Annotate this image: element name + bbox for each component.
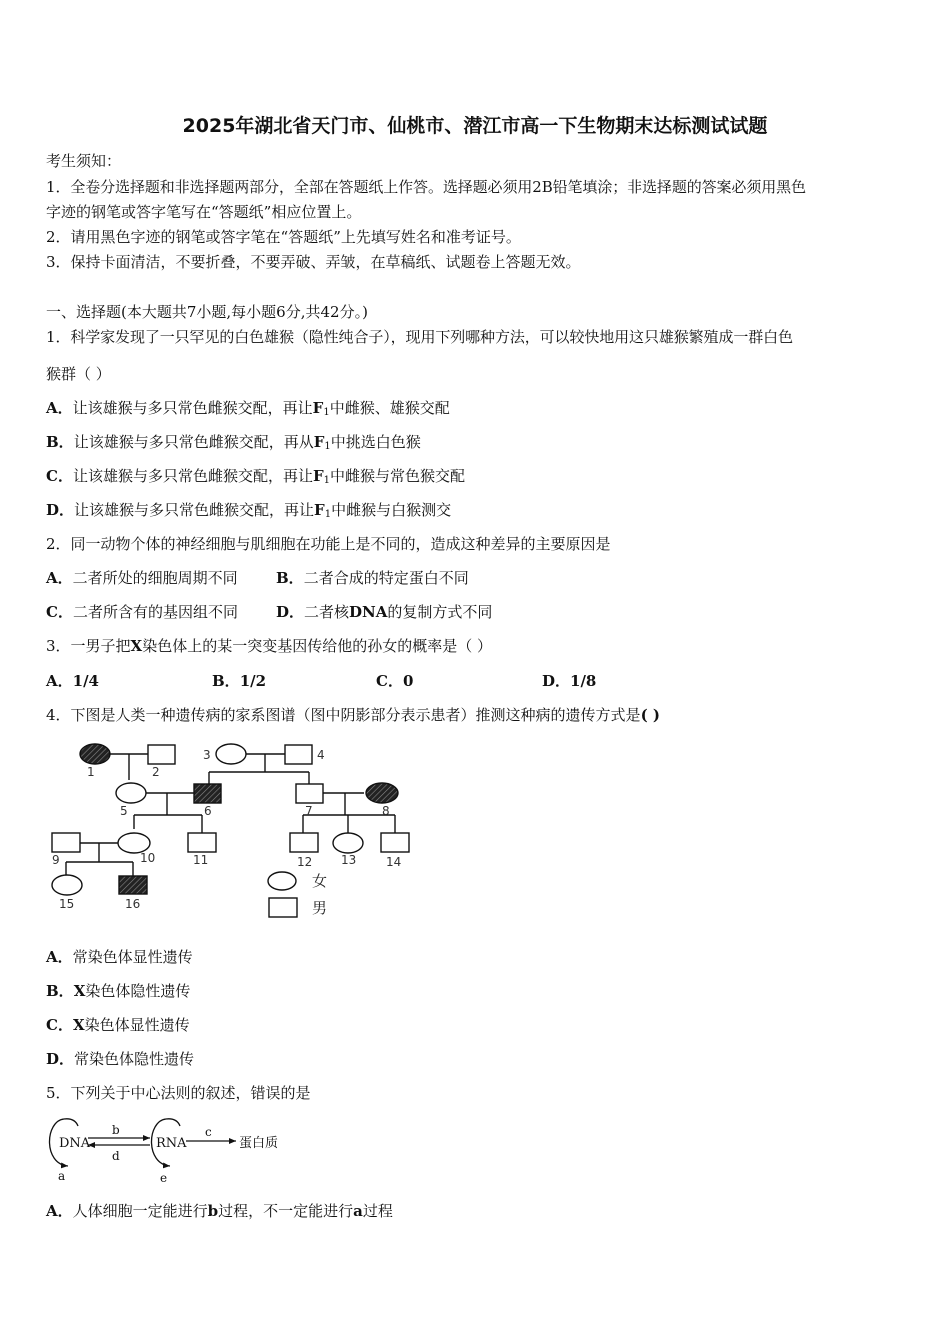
- q4-option-c-label: C．: [46, 1016, 73, 1034]
- q2-option-d-text: 二者核: [304, 603, 350, 621]
- notice-heading: 考生须知：: [46, 152, 122, 170]
- q5-option-a-text: 人体细胞一定能进行: [72, 1202, 208, 1220]
- process-e-label: e: [160, 1171, 168, 1185]
- process-b-label: b: [112, 1123, 120, 1137]
- pedigree-label-13: 13: [341, 853, 357, 867]
- pedigree-label-5: 5: [120, 804, 128, 818]
- pedigree-label-8: 8: [382, 804, 390, 818]
- q1-option-d-label: D．: [46, 501, 75, 519]
- q1-option-a-tail: 中雌猴、雄猴交配: [329, 399, 450, 417]
- q2-option-d-tail: 的复制方式不同: [387, 603, 493, 621]
- pedigree-label-7: 7: [305, 804, 313, 818]
- q3-stem-post: 染色体上的某一突变基因传给他的孙女的概率是（ ）: [142, 637, 492, 655]
- q3-option-d-label: D．: [542, 672, 571, 690]
- q1-option-a-text: 让该雄猴与多只常色雌猴交配，再让: [72, 399, 313, 417]
- q3-option-b-value: 1/2: [239, 672, 267, 690]
- q4-option-d-label: D．: [46, 1050, 75, 1068]
- pedigree-label-12: 12: [297, 855, 313, 869]
- notice-item-1-line-2: 字迹的钢笔或答字笔写在“答题纸”相应位置上。: [46, 203, 362, 221]
- q3-option-c-value: 0: [402, 672, 414, 690]
- protein-label: 蛋白质: [239, 1136, 279, 1151]
- q1-option-b-sub: 1: [324, 441, 331, 452]
- q4-option-c-x: X: [72, 1016, 85, 1034]
- q3-option-d-value: 1/8: [570, 672, 597, 690]
- q1-option-b-tail: 中挑选白色猴: [330, 433, 421, 451]
- q1-option-b-f: F: [313, 433, 325, 451]
- pedigree-label-9: 9: [52, 853, 60, 867]
- pedigree-label-14: 14: [386, 855, 402, 869]
- q3-stem-pre: 3．一男子把: [46, 637, 131, 655]
- q4-option-d-text: 常染色体隐性遗传: [74, 1050, 195, 1068]
- q1-option-a-f: F: [312, 399, 324, 417]
- notice-item-2: 2．请用黑色字迹的钢笔或答字笔在“答题纸”上先填写姓名和准考证号。: [46, 228, 521, 246]
- q1-option-c-label: C．: [46, 467, 73, 485]
- q5-option-a-b: b: [207, 1202, 219, 1220]
- rna-label: RNA: [156, 1136, 187, 1151]
- process-d-label: d: [112, 1149, 120, 1163]
- q1-option-b-text: 让该雄猴与多只常色雌猴交配，再从: [73, 433, 314, 451]
- q1-option-b-label: B．: [46, 433, 74, 451]
- dna-label: DNA: [59, 1136, 91, 1151]
- q4-option-b-label: B．: [46, 982, 74, 1000]
- q2-option-d-dna: DNA: [349, 603, 388, 621]
- q5-option-a-mid: 过程，不一定能进行: [218, 1202, 354, 1220]
- q5-option-a-label: A．: [46, 1202, 73, 1220]
- q1-option-a-sub: 1: [323, 407, 330, 418]
- q5-stem: 5．下列关于中心法则的叙述，错误的是: [46, 1084, 311, 1102]
- q3-stem-x: X: [130, 637, 143, 655]
- pedigree-label-3: 3: [203, 748, 211, 762]
- pedigree-label-4: 4: [317, 748, 325, 762]
- q3-option-a-label: A．: [46, 672, 73, 690]
- q4-option-b-x: X: [73, 982, 86, 1000]
- q1-stem-line-2: 猴群（ ）: [46, 365, 111, 383]
- q1-option-d-f: F: [314, 501, 325, 519]
- q3-option-b-label: B．: [212, 672, 240, 690]
- q1-option-d-tail: 中雌猴与白猴测交: [331, 501, 452, 519]
- pedigree-label-10: 10: [140, 851, 156, 865]
- exam-title: 2025年湖北省天门市、仙桃市、潜江市高一下生物期末达标测试试题: [182, 115, 768, 137]
- q1-option-c-sub: 1: [323, 475, 330, 486]
- pedigree-label-2: 2: [152, 765, 160, 779]
- legend-female-label: 女: [312, 872, 328, 890]
- pedigree-label-6: 6: [204, 804, 212, 818]
- q2-option-d-label: D．: [276, 603, 305, 621]
- q4-option-a-text: 常染色体显性遗传: [72, 948, 193, 966]
- q5-option-a-tail: 过程: [362, 1202, 393, 1220]
- legend-male-label: 男: [312, 899, 328, 917]
- pedigree-label-1: 1: [87, 765, 95, 779]
- q3-option-c-label: C．: [376, 672, 403, 690]
- q1-stem-line-1: 1．科学家发现了一只罕见的白色雄猴（隐性纯合子），现用下列哪种方法，可以较快地用这只雄猴繁殖成一群白色: [46, 328, 793, 346]
- q1-option-d-text: 让该雄猴与多只常色雌猴交配，再让: [74, 501, 315, 519]
- pedigree-label-16: 16: [125, 897, 141, 911]
- q1-option-c-text: 让该雄猴与多只常色雌猴交配，再让: [72, 467, 313, 485]
- q4-option-c-text: 染色体显性遗传: [84, 1016, 190, 1034]
- notice-item-3: 3．保持卡面清洁，不要折叠，不要弄破、弄皱，在草稿纸、试题卷上答题无效。: [46, 253, 581, 271]
- q4-option-b-text: 染色体隐性遗传: [85, 982, 191, 1000]
- q1-option-d-sub: 1: [324, 509, 332, 520]
- q2-option-c-text: 二者所含有的基因组不同: [72, 603, 238, 621]
- q2-option-b-text: 二者合成的特定蛋白不同: [303, 569, 469, 587]
- q4-stem-paren: ( ): [640, 706, 660, 724]
- q1-option-c-tail: 中雌猴与常色猴交配: [330, 467, 466, 485]
- q1-option-c-f: F: [312, 467, 324, 485]
- q2-option-c-label: C．: [46, 603, 73, 621]
- q5-option-a-a: a: [353, 1202, 363, 1220]
- process-c-label: c: [205, 1125, 212, 1139]
- process-a-label: a: [58, 1169, 66, 1183]
- q1-option-a-label: A．: [46, 399, 73, 417]
- q2-option-b-label: B．: [276, 569, 304, 587]
- q2-option-a-label: A．: [46, 569, 73, 587]
- q3-option-a-value: 1/4: [72, 672, 99, 690]
- pedigree-label-15: 15: [59, 897, 75, 911]
- q2-stem: 2．同一动物个体的神经细胞与肌细胞在功能上是不同的，造成这种差异的主要原因是: [46, 535, 611, 553]
- q4-option-a-label: A．: [46, 948, 73, 966]
- pedigree-label-11: 11: [193, 853, 209, 867]
- q5-option-a[interactable]: [46, 1201, 393, 1221]
- q2-option-a-text: 二者所处的细胞周期不同: [72, 569, 238, 587]
- notice-item-1-line-1: 1．全卷分选择题和非选择题两部分，全部在答题纸上作答。选择题必须用2B铅笔填涂；非选择题的答案必须用黑色: [46, 178, 806, 196]
- section-heading: 一、选择题(本大题共7小题,每小题6分,共42分。): [46, 303, 368, 321]
- q4-stem-text: 4．下图是人类一种遗传病的家系图谱（图中阴影部分表示患者）推测这种病的遗传方式是: [46, 706, 641, 724]
